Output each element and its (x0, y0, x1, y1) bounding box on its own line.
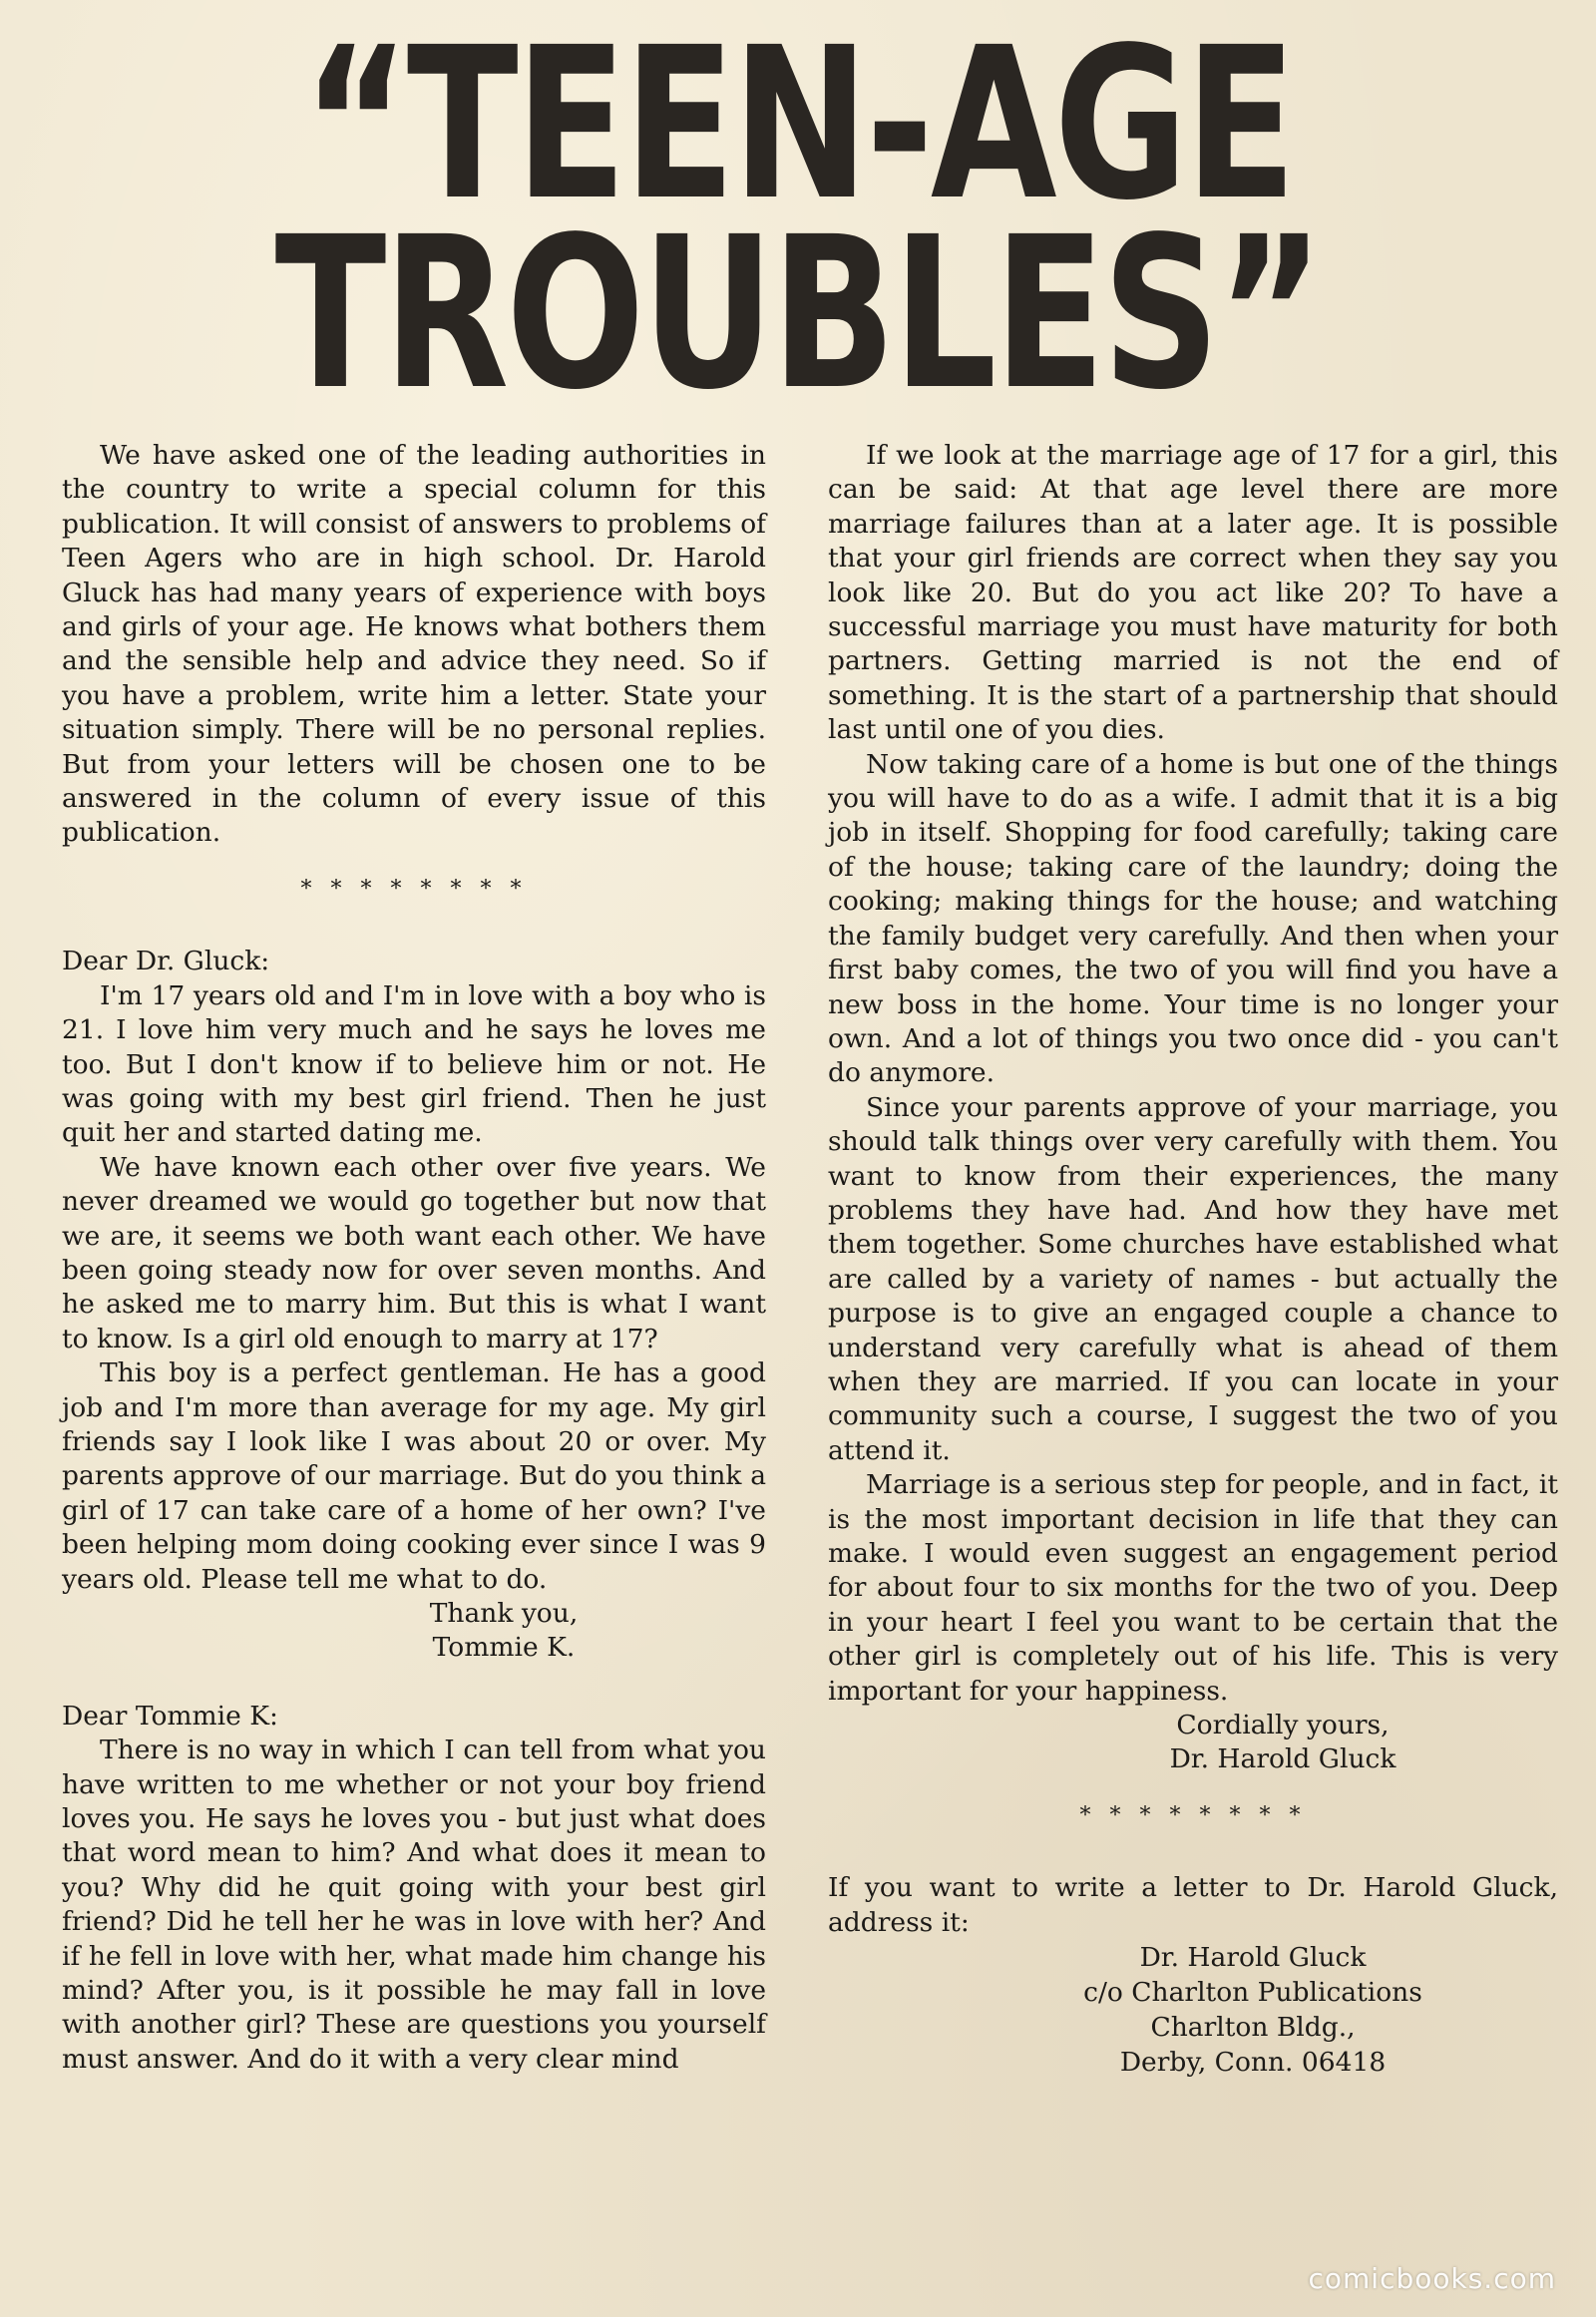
section-separator: * * * * * * * * (1079, 1802, 1307, 1828)
headline-line-1: “TEEN-AGE (302, 2, 1294, 246)
letter-paragraph: We have known each other over five years. We never dreamed we would go together but now that we are, it seems we both want each other. We have been going steady now for over seven months. And he asked me to marry him. But this is what I want to know. Is a girl old enough to marry at 17? (62, 1151, 766, 1354)
headline-line-2: TROUBLES” (274, 192, 1322, 436)
intro-paragraph: We have asked one of the leading authorities in the country to write a special column for this publication. It will consist of answers to problems of Teen Agers who are in high school. Dr. Harold Gluck has had many years of experience with boys and girls of your age. He knows what bothers them and the sensible help and advice they need. So if you have a problem, write him a letter. State your situation simply. There will be no personal replies. But from your letters will be chosen one to be answered in the column of every issue of this publication. (62, 440, 766, 849)
address-line: Dr. Harold Gluck (1139, 1942, 1367, 1974)
reply-paragraph: If we look at the marriage age of 17 for a girl, this can be said: At that age level there are more marriage failures than at a later age. It is possible that your girl friends are correct when they say you look like 20. But do you act like 20? To have a successful marriage you must have maturity for both partners. Getting married is not the end of something. It is the start of a partnership that should last until one of you dies. (828, 440, 1558, 746)
site-watermark: comicbooks.com (1308, 2262, 1556, 2295)
letter-signature: Tommie K. (432, 1632, 576, 1664)
mailing-address (948, 1940, 1558, 2080)
right-column (828, 439, 1558, 2080)
reply-paragraph: There is no way in which I can tell from what you have written to me whether or not your boy friend loves you. He says he loves you - but just what does that word mean to him? And what does it mean to you? Why did he quit going with your best girl friend? Did he tell her he was in love with her? And if he fell in love with her, what made him change his mind? After you, is it possible he may fall in love with another girl? These are questions you yourself must answer. And do it with a very clear mind (62, 1735, 766, 2075)
reply-closing: Cordially yours, (1176, 1710, 1390, 1741)
section-separator: * * * * * * * * (300, 876, 528, 902)
reply-salutation: Dear Tommie K: (62, 1700, 278, 1732)
left-column (62, 439, 766, 2077)
letter-closing: Thank you, (429, 1598, 579, 1629)
reply-paragraph: Since your parents approve of your marriage, you should talk things over very carefully with them. You want to know from their experiences, the many problems they have had. And how they have met them together. Some churches have established what are called by a variety of names - but actually the purpose is to give an engaged couple a chance to understand very carefully what is ahead of them when they are married. If you can locate in your community such a course, I suggest the two of you attend it. (828, 1091, 1558, 1466)
reply-paragraph: Marriage is a serious step for people, and in fact, it is the most important decision in life that they can make. I would even suggest an engagement period for about four to six months for the two of you. Deep in your heart I feel you want to be certain that the other girl is completely out of his life. This is very important for your happiness. (828, 1469, 1558, 1707)
address-line: Derby, Conn. 06418 (1119, 2047, 1387, 2079)
address-line: Charlton Bldg., (1150, 2012, 1356, 2044)
reply-paragraph: Now taking care of a home is but one of the things you will have to do as a wife. I admit that it is a big job in itself. Shopping for food carefully; taking care of the house; taking care of the laundry; doing the cooking; making things for the house; and watching the family budget very carefully. And then when your first baby comes, the two of you will find you have a new boss in the home. Your time is no longer your own. And a lot of things you two once did - you can't do anymore. (828, 748, 1558, 1089)
reply-signature: Dr. Harold Gluck (1169, 1743, 1396, 1775)
address-intro: If you want to write a letter to Dr. Harold Gluck, address it: (828, 1872, 1558, 1938)
letter-salutation: Dear Dr. Gluck: (62, 946, 270, 977)
letter-paragraph: This boy is a perfect gentleman. He has a good job and I'm more than average for my age. My girl friends say I look like I was about 20 or over. My parents approve of our marriage. But do you think a girl of 17 can take care of a home of her own? I've been helping mom doing cooking ever since I was 9 years old. Please tell me what to do. (62, 1357, 766, 1595)
address-line: c/o Charlton Publications (1083, 1977, 1422, 2009)
letter-paragraph: I'm 17 years old and I'm in love with a boy who is 21. I love him very much and he says he loves me too. But I don't know if to believe him or not. He was going with my best girl friend. Then he just quit her and started dating me. (62, 979, 766, 1149)
